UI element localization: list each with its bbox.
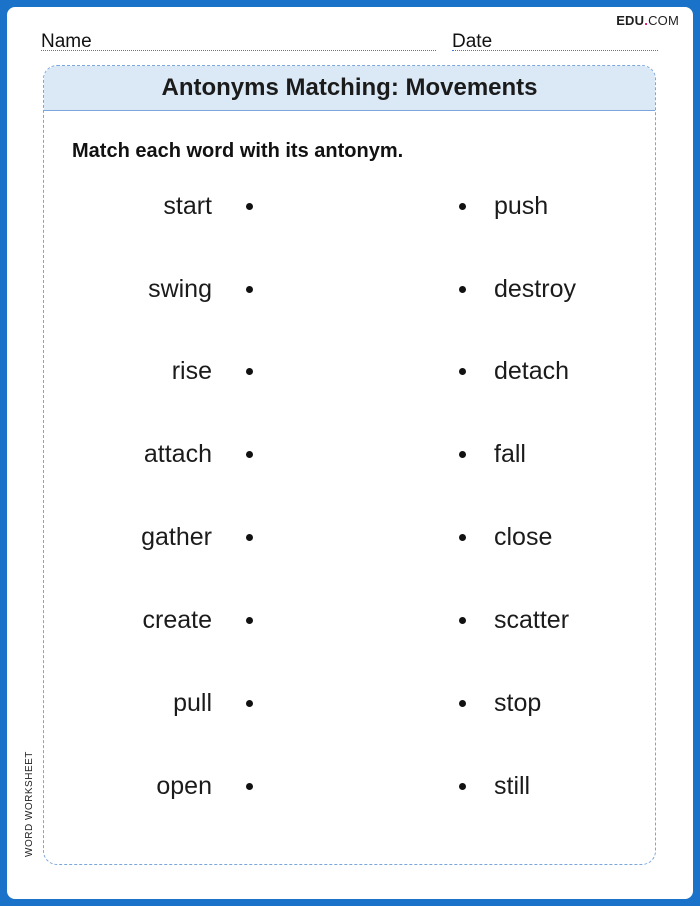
brand-edu: EDU [616,13,645,28]
left-word: rise [171,357,212,385]
right-word: still [494,772,531,800]
left-word: start [163,192,212,220]
right-word: destroy [494,275,576,303]
name-field[interactable] [41,50,436,51]
name-label: Name [41,31,92,52]
right-match-dot[interactable] [459,700,466,707]
left-word: open [156,772,212,800]
right-match-dot[interactable] [459,286,466,293]
right-word: push [494,192,549,220]
left-word: pull [173,689,212,717]
right-match-dot[interactable] [459,451,466,458]
left-match-dot[interactable] [246,368,253,375]
left-match-dot[interactable] [246,783,253,790]
worksheet-page [7,7,693,899]
worksheet-title: Antonyms Matching: Movements [44,66,655,111]
side-label: WORD WORKSHEET [24,751,35,857]
date-field[interactable] [452,50,658,51]
instructions: Match each word with its antonym. [72,140,404,162]
left-match-dot[interactable] [246,617,253,624]
right-word: detach [494,357,570,385]
left-word: gather [141,523,212,551]
left-word: create [142,606,212,634]
right-match-dot[interactable] [459,783,466,790]
left-match-dot[interactable] [246,286,253,293]
left-match-dot[interactable] [246,203,253,210]
right-match-dot[interactable] [459,534,466,541]
right-match-dot[interactable] [459,617,466,624]
right-word: fall [494,440,526,468]
right-word: stop [494,689,542,717]
right-word: scatter [494,606,570,634]
right-word: close [494,523,553,551]
brand-dot: . [644,13,649,28]
right-match-dot[interactable] [459,368,466,375]
brand-com: COM [648,13,679,28]
worksheet-card [43,65,656,865]
left-match-dot[interactable] [246,700,253,707]
right-match-dot[interactable] [459,203,466,210]
left-word: attach [143,440,212,468]
left-match-dot[interactable] [246,534,253,541]
left-match-dot[interactable] [246,451,253,458]
brand-logo [616,13,679,28]
left-word: swing [148,275,212,303]
date-label: Date [452,31,493,52]
